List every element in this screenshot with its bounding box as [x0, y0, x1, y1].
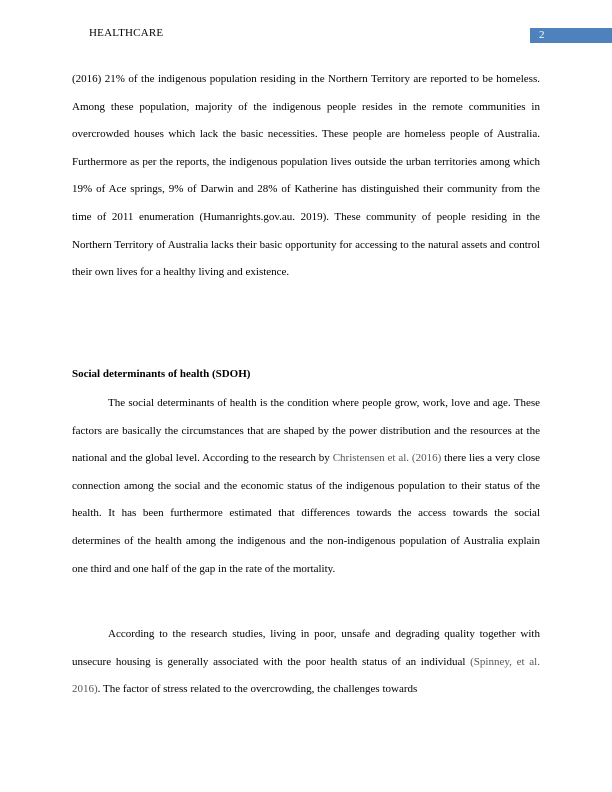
running-head: HEALTHCARE	[89, 27, 164, 39]
page-number-badge	[530, 28, 612, 43]
paragraph-sdoh-text-1: The social determinants of health is the condition where people grow, work, love and age. These factors are basically the circumstances that are shaped by the power distribution and the resources at the national and the global level. According to the research by	[72, 397, 540, 465]
section-heading: Social determinants of health (SDOH)	[72, 368, 251, 380]
paragraph-sdoh	[72, 390, 540, 583]
paragraph-housing-text-1: According to the research studies, living in poor, unsafe and degrading quality together with unsecure housing is generally associated with the poor health status of an individual	[72, 628, 540, 668]
paragraph-housing-text-2: . The factor of stress related to the overcrowding, the challenges towards	[97, 683, 418, 696]
citation-christensen: Christensen et al. (2016)	[332, 452, 442, 465]
page-number: 2	[539, 29, 545, 41]
paragraph-housing	[72, 621, 540, 704]
paragraph-sdoh-text-2: there lies a very close connection among the social and the economic status of the indigenous population to their status of the health. It has been furthermore estimated that differences towards the access towards the social determines of the health among the indigenous and the non-indigenous population of Australia explain one third and one half of the gap in the rate of the mortality.	[72, 452, 540, 575]
paragraph-homelessness: (2016) 21% of the indigenous population residing in the Northern Territory are reported to be homeless. Among these population, majority of the indigenous people resides in the remote communities in overcrowded houses which lack the basic necessities. These people are homeless people of Australia. Furthermore as per the reports, the indigenous population lives outside the urban territories among which 19% of Ace springs, 9% of Darwin and 28% of Katherine has distinguished their community from the time of 2011 enumeration (Humanrights.gov.au. 2019). These community of people residing in the Northern Territory of Australia lacks their basic opportunity for accessing to the natural assets and control their own lives for a healthy living and existence.	[72, 73, 540, 279]
citation-spinney: (Spinney, et al. 2016)	[72, 655, 540, 696]
